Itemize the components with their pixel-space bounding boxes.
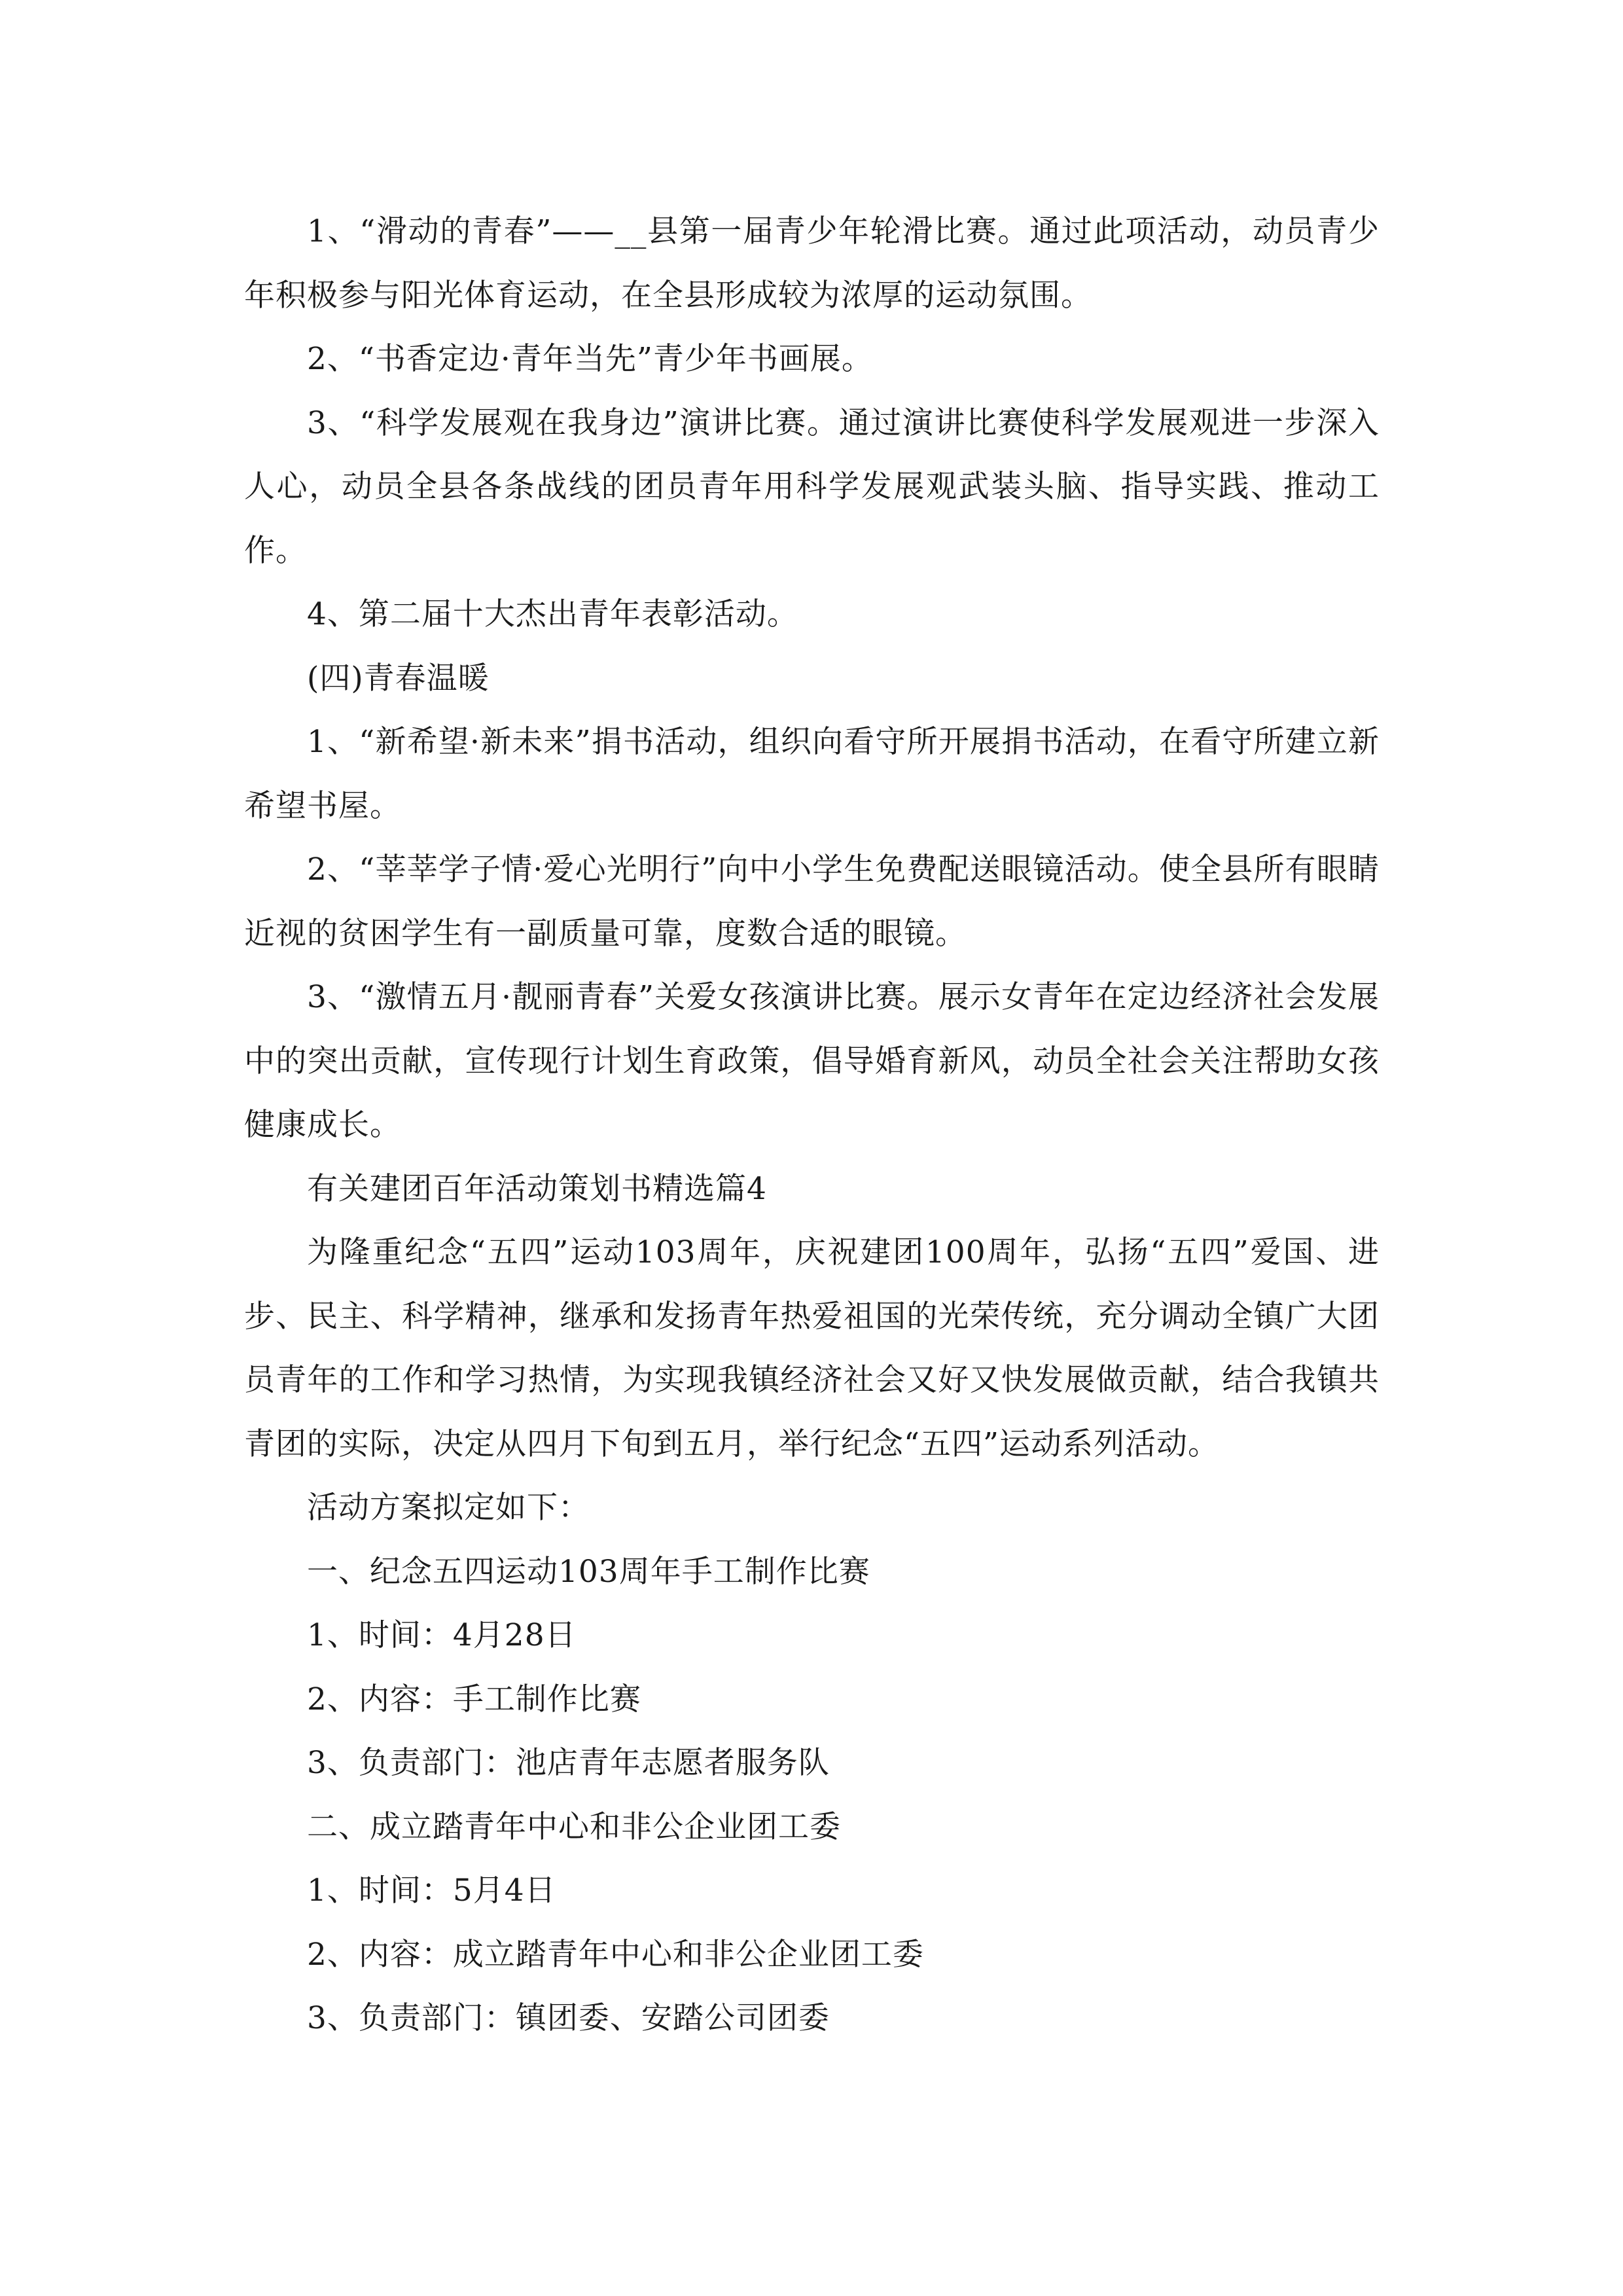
paragraph-speech-contest: 3、“科学发展观在我身边”演讲比赛。通过演讲比赛使科学发展观进一步深入人心，动员全县各条战线的团员青年用科学发展观武装头脑、指导实践、推动工作。	[244, 404, 1380, 569]
item-center-department: 3、负责部门：镇团委、安踏公司团委	[307, 2000, 830, 2036]
paragraph-book-donation: 1、“新希望·新未来”捐书活动，组织向看守所开展捐书活动，在看守所建立新希望书屋。	[244, 724, 1380, 824]
paragraph-calligraphy-exhibition: 2、“书香定边·青年当先”青少年书画展。	[307, 341, 873, 377]
item-center-content: 2、内容：成立踏青年中心和非公企业团工委	[307, 1936, 924, 1973]
paragraph-glasses-delivery: 2、“莘莘学子情·爱心光明行”向中小学生免费配送眼镜活动。使全县所有眼睛近视的贫困学生有一副质量可靠，度数合适的眼镜。	[244, 852, 1380, 952]
paragraph-plan-intro: 活动方案拟定如下：	[307, 1490, 590, 1526]
section-heading-youth-warmth: (四)青春温暖	[307, 660, 490, 696]
paragraph-may-fourth-intro: 为隆重纪念“五四”运动103周年，庆祝建团100周年，弘扬“五四”爱国、进步、民主、科学精神，继承和发扬青年热爱祖国的光荣传统，充分调动全镇广大团员青年的工作和学习热情，为实现我镇经济社会又好又快发展做贡献，结合我镇共青团的实际，决定从四月下旬到五月，举行纪念“五四”运动系列活动。	[244, 1234, 1380, 1462]
section-heading-youth-center: 二、成立踏青年中心和非公企业团工委	[307, 1808, 841, 1845]
section-heading-handcraft-contest: 一、纪念五四运动103周年手工制作比赛	[307, 1553, 870, 1590]
paragraph-girls-speech: 3、“激情五月·靓丽青春”关爱女孩演讲比赛。展示女青年在定边经济社会发展中的突出贡献，宣传现行计划生育政策，倡导婚育新风，动员全社会关注帮助女孩健康成长。	[244, 979, 1380, 1143]
document-body	[244, 200, 1380, 2051]
item-handcraft-content: 2、内容：手工制作比赛	[307, 1681, 641, 1717]
item-center-time: 1、时间：5月4日	[307, 1873, 556, 1909]
item-handcraft-time: 1、时间：4月28日	[307, 1617, 577, 1653]
paragraph-youth-awards: 4、第二届十大杰出青年表彰活动。	[307, 596, 798, 632]
article-title-part-4: 有关建团百年活动策划书精选篇4	[307, 1170, 767, 1207]
item-handcraft-department: 3、负责部门：池店青年志愿者服务队	[307, 1745, 830, 1781]
paragraph-skating-contest: 1、“滑动的青春”——__县第一届青少年轮滑比赛。通过此项活动，动员青少年积极参与阳光体育运动，在全县形成较为浓厚的运动氛围。	[244, 213, 1380, 314]
